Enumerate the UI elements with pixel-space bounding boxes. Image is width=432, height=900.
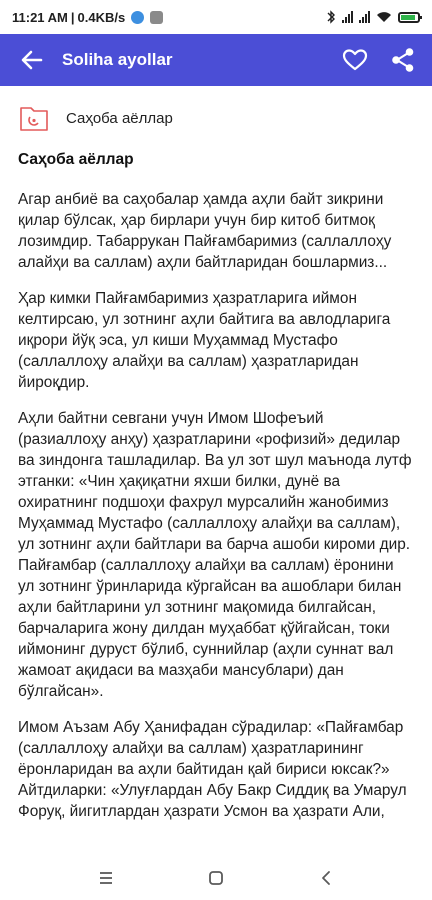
status-separator: | <box>70 9 75 25</box>
article-paragraph-4: Имом Аъзам Абу Ҳанифадан сўрадилар: «Пайғамбар (саллаллоҳу алайҳи ва саллам) ҳазратларининг ёронларидан ва аҳли байтидан қай бириси юксак?» Айтдиларки: «Улуғлардан Абу Бакр Сиддиқ ва Умарул Форуқ, йигитлардан ҳазрати Усмон ва ҳазрати Али, <box>18 719 407 820</box>
category-label: Саҳоба аёллар <box>66 109 173 127</box>
status-network-speed: 0.4KB/s <box>77 9 126 25</box>
back-button[interactable] <box>16 44 48 76</box>
heart-icon <box>342 48 368 72</box>
telegram-notification-icon <box>131 11 144 24</box>
article-paragraph-2: Ҳар кимки Пайғамбаримиз ҳазратларига иймон келтирсаю, ул зотнинг аҳли байтига ва авлодларига иқрори йўқ эса, ул киши Муҳаммад Мустафо (саллаллоҳу алайҳи ва саллам) ҳазратларидан йироқдир. <box>18 290 391 391</box>
home-icon <box>208 870 224 886</box>
recent-apps-button[interactable] <box>94 866 118 890</box>
status-right <box>326 10 420 24</box>
article-paragraph-1: Агар анбиё ва саҳобалар ҳамда аҳли байт зикрини қилар бўлсак, ҳар бирлари учун бир китоб битмоқ лозимдир. Табаррукан Пайғамбаримиз (саллаллоҳу алайҳи ва саллам) аҳли байтларидан бошлармиз... <box>18 191 392 271</box>
article-title: Саҳоба аёллар <box>18 151 134 168</box>
article-content[interactable] <box>0 86 432 856</box>
app-bar <box>0 34 432 86</box>
back-icon <box>320 870 332 886</box>
recent-apps-icon <box>98 871 114 885</box>
signal-icon <box>342 11 353 23</box>
status-time: 11:21 AM <box>12 9 68 25</box>
app-notification-icon <box>150 11 163 24</box>
category-row <box>18 86 414 150</box>
back-arrow-icon <box>21 49 43 71</box>
status-left <box>12 10 163 25</box>
battery-icon <box>398 12 420 23</box>
bookmark-folder-icon <box>18 102 50 134</box>
app-title: Soliha ayollar <box>62 50 173 69</box>
system-nav-bar <box>0 856 432 900</box>
wifi-icon <box>376 11 392 23</box>
signal-icon-2 <box>359 11 370 23</box>
system-back-button[interactable] <box>314 866 338 890</box>
share-button[interactable] <box>386 43 420 77</box>
bluetooth-icon <box>326 10 336 24</box>
home-button[interactable] <box>204 866 228 890</box>
status-bar <box>0 0 432 34</box>
article-paragraph-3: Аҳли байтни севгани учун Имом Шофеъий (разиаллоҳу анҳу) ҳазратларини «рофизий» дедилар ва зиндонга ташладилар. Ва ул зот шул маънода лутф этганки: «Чин ҳақиқатни яхши билки, дунё ва охиратнинг подшоҳи фахрул мурсалийн жанобимиз Муҳаммад Мустафо (саллаллоҳу алайҳи ва саллам), ул зотнинг аҳли байтлари ва барча ашоби кироми дир. Пайғамбар (саллаллоҳу алайҳи ва саллам) ёронини ул зотнинг ўринларида кўргайсан ва ашоблари билан аҳли байтларини ул зотнинг мақомида билгайсан, барчаларига жону дилдан муҳаббат қўйгайсан, токи иймонинг дуруст бўлиб, суннийлар (аҳли суннат вал жамоат ақидаси ва мазҳаби мансублари) дан бўлгайсан». <box>18 410 412 700</box>
favorite-button[interactable] <box>338 43 372 77</box>
share-icon <box>390 47 416 73</box>
